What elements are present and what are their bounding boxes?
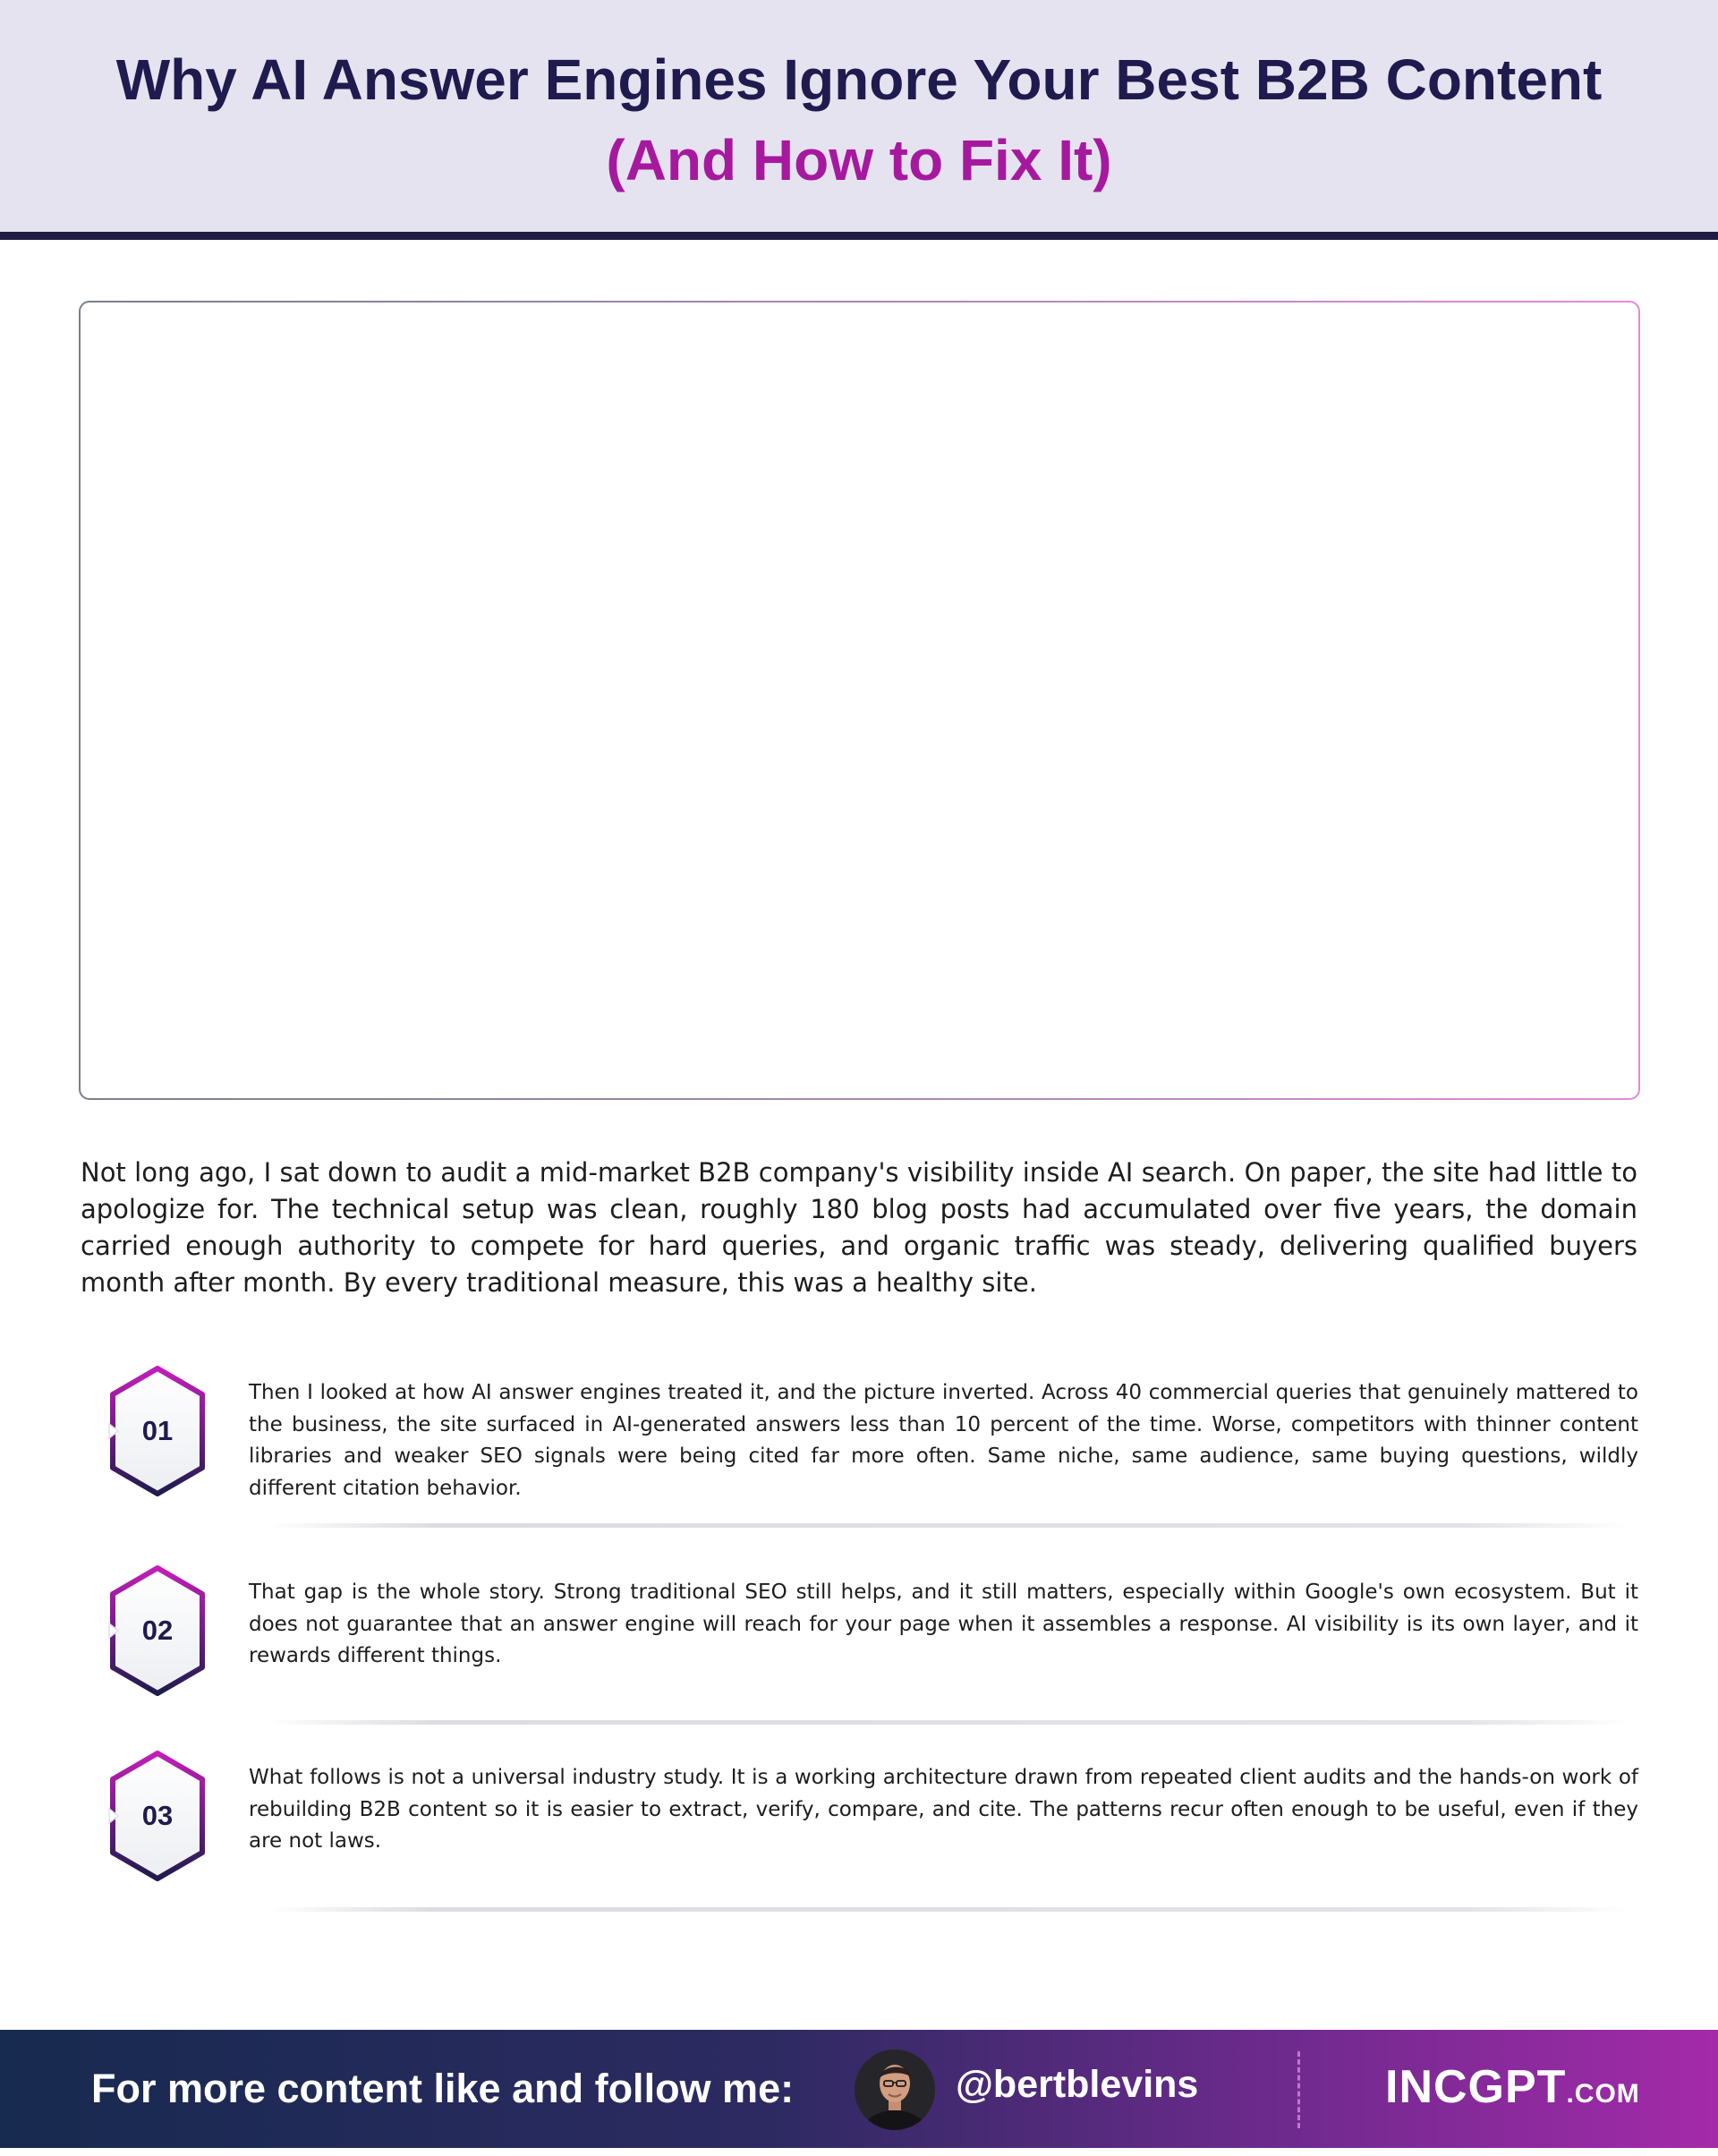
image-placeholder-frame (79, 301, 1640, 1100)
page-header (0, 0, 1718, 240)
logo-main-text: INCGPT (1385, 2061, 1567, 2113)
hexagon-number-badge (106, 1750, 209, 1882)
intro-paragraph: Not long ago, I sat down to audit a mid-market B2B company's visibility inside AI search. On paper, the site had little to apologize for. The technical setup was clean, roughly 180 blog posts had accumulated over five years, the domain carried enough authority to compete for hard queries, and organic traffic was steady, delivering qualified buyers month after month. By every traditional measure, this was a healthy site. (81, 1157, 1637, 1298)
footer-call-to-action: For more content like and follow me: (91, 2066, 795, 2111)
item-divider (268, 1907, 1629, 1912)
page-title: Why AI Answer Engines Ignore Your Best B2B Content (115, 47, 1603, 112)
footer-banner (0, 2030, 1718, 2148)
item-text: What follows is not a universal industry study. It is a working architecture drawn from repeated client audits and the hands-on work of rebuilding B2B content so it is easier to extract, verify, compare, and cite. The patterns recur often enough to be useful, even if they are not laws. (249, 1766, 1638, 1853)
item-divider (268, 1720, 1629, 1725)
page-subtitle: (And How to Fix It) (606, 128, 1112, 192)
list-item (0, 1750, 1718, 1920)
brand-logo[interactable] (1385, 2030, 1640, 2148)
hexagon-number-badge (106, 1564, 209, 1697)
item-text: That gap is the whole story. Strong traditional SEO still helps, and it still matters, especially within Google's own ecosystem. But it does not guarantee that an answer engine will reach for your page when it assembles a response. AI visibility is its own layer, and it rewards different things. (249, 1581, 1638, 1667)
avatar[interactable] (855, 2049, 935, 2130)
list-item (0, 1564, 1718, 1734)
logo-domain-text: .COM (1566, 2079, 1640, 2109)
hexagon-number-badge (106, 1365, 209, 1497)
list-item (0, 1365, 1718, 1535)
item-number: 02 (141, 1615, 174, 1646)
item-number: 03 (141, 1800, 174, 1831)
item-divider (268, 1523, 1629, 1528)
person-icon (855, 2049, 935, 2130)
footer-divider (1297, 2051, 1300, 2128)
item-number: 01 (141, 1415, 174, 1446)
item-text: Then I looked at how AI answer engines treated it, and the picture inverted. Across 40 commercial queries that genuinely mattered to the business, the site surfaced in AI-generated answers less than 10 percent of the time. Worse, competitors with thinner content libraries and weaker SEO signals were being cited far more often. Same niche, same audience, same buying questions, wildly different citation behavior. (249, 1381, 1638, 1500)
social-handle[interactable]: @bertblevins (956, 2063, 1199, 2106)
